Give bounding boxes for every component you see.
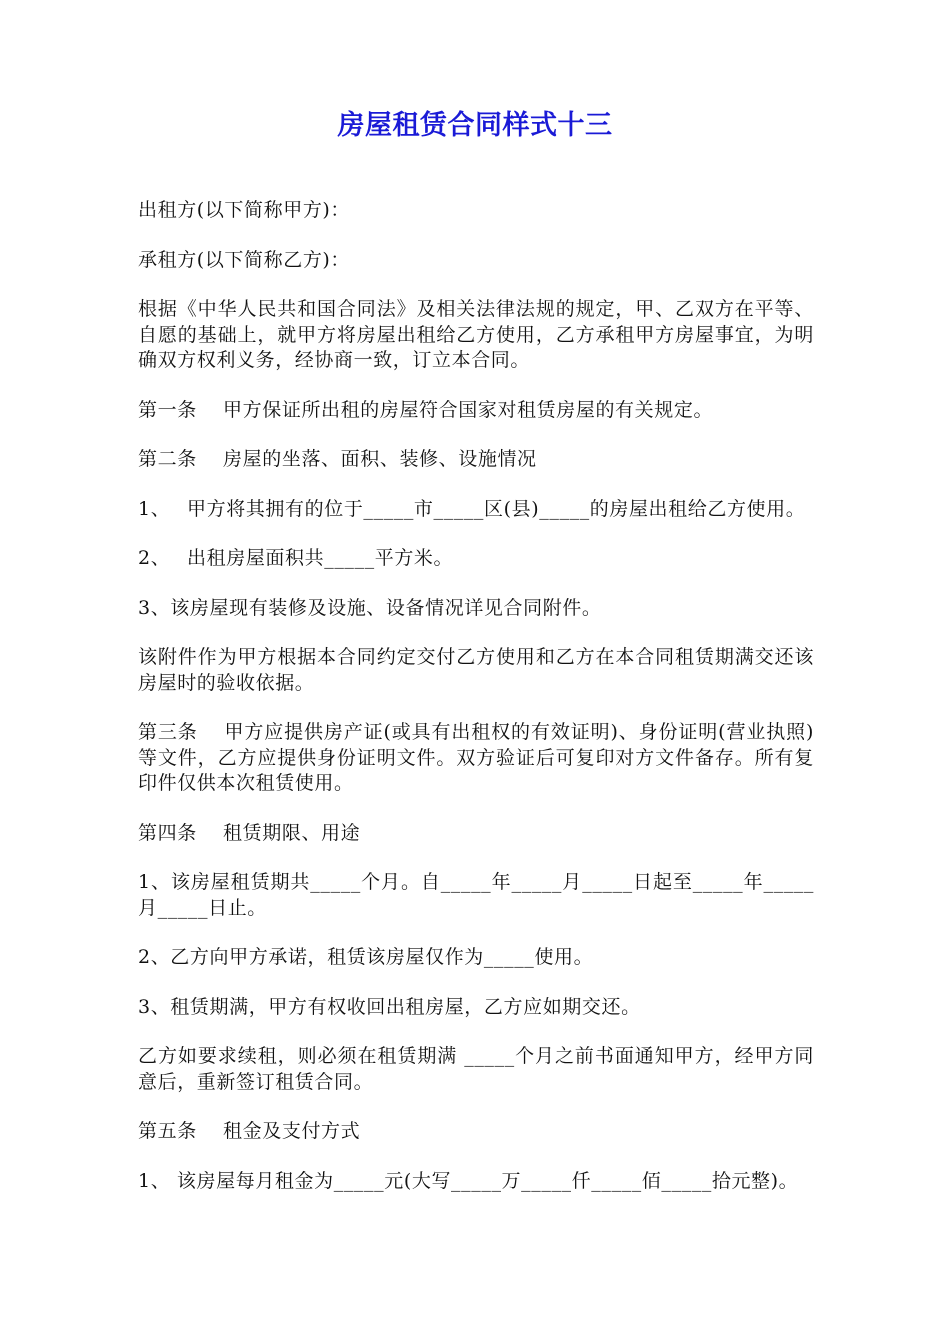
article-2-heading: 第二条 房屋的坐落、面积、装修、设施情况 [138,448,537,470]
article-2-item-3: 3、该房屋现有装修及设施、设备情况详见合同附件。 [138,596,602,619]
article-2-annex-note: 该附件作为甲方根据本合同约定交付乙方使用和乙方在本合同租赁期满交还该房屋时的验收依据。 [138,646,814,694]
article-4-renewal-note: 乙方如要求续租，则必须在租赁期满 _____个月之前书面通知甲方，经甲方同意后，重新签订租赁合同。 [138,1045,814,1093]
preamble-paragraph: 根据《中华人民共和国合同法》及相关法律法规的规定，甲、乙双方在平等、自愿的基础上，就甲方将房屋出租给乙方使用，乙方承租甲方房屋事宜，为明确双方权利义务，经协商一致，订立本合同。 [138,298,814,371]
document-title: 房屋租赁合同样式十三 [337,110,613,141]
article-2-item-2: 2、 出租房屋面积共_____平方米。 [138,547,454,569]
article-4-heading: 第四条 租赁期限、用途 [138,821,361,844]
article-5-heading: 第五条 租金及支付方式 [138,1120,361,1142]
article-1: 第一条 甲方保证所出租的房屋符合国家对租赁房屋的有关规定。 [138,398,714,421]
article-5-item-1: 1、 该房屋每月租金为_____元(大写_____万_____仟_____佰_____拾元整)。 [138,1169,799,1192]
party-a-line: 出租方(以下简称甲方)： [138,199,351,221]
document-body [138,198,814,1218]
article-4-item-1: 1、该房屋租赁期共_____个月。自_____年_____月_____日起至_____年_____月_____日止。 [138,871,814,919]
party-b-line: 承租方(以下简称乙方)： [138,248,351,271]
article-4-item-3: 3、租赁期满，甲方有权收回出租房屋，乙方应如期交还。 [138,995,641,1018]
article-4-item-2: 2、乙方向甲方承诺，租赁该房屋仅作为_____使用。 [138,946,594,968]
article-2-item-1: 1、 甲方将其拥有的位于_____市_____区(县)_____的房屋出租给乙方使用。 [138,497,806,520]
article-3: 第三条 甲方应提供房产证(或具有出租权的有效证明)、身份证明(营业执照)等文件，乙方应提供身份证明文件。双方验证后可复印对方文件备存。所有复印件仅供本次租赁使用。 [138,721,814,794]
